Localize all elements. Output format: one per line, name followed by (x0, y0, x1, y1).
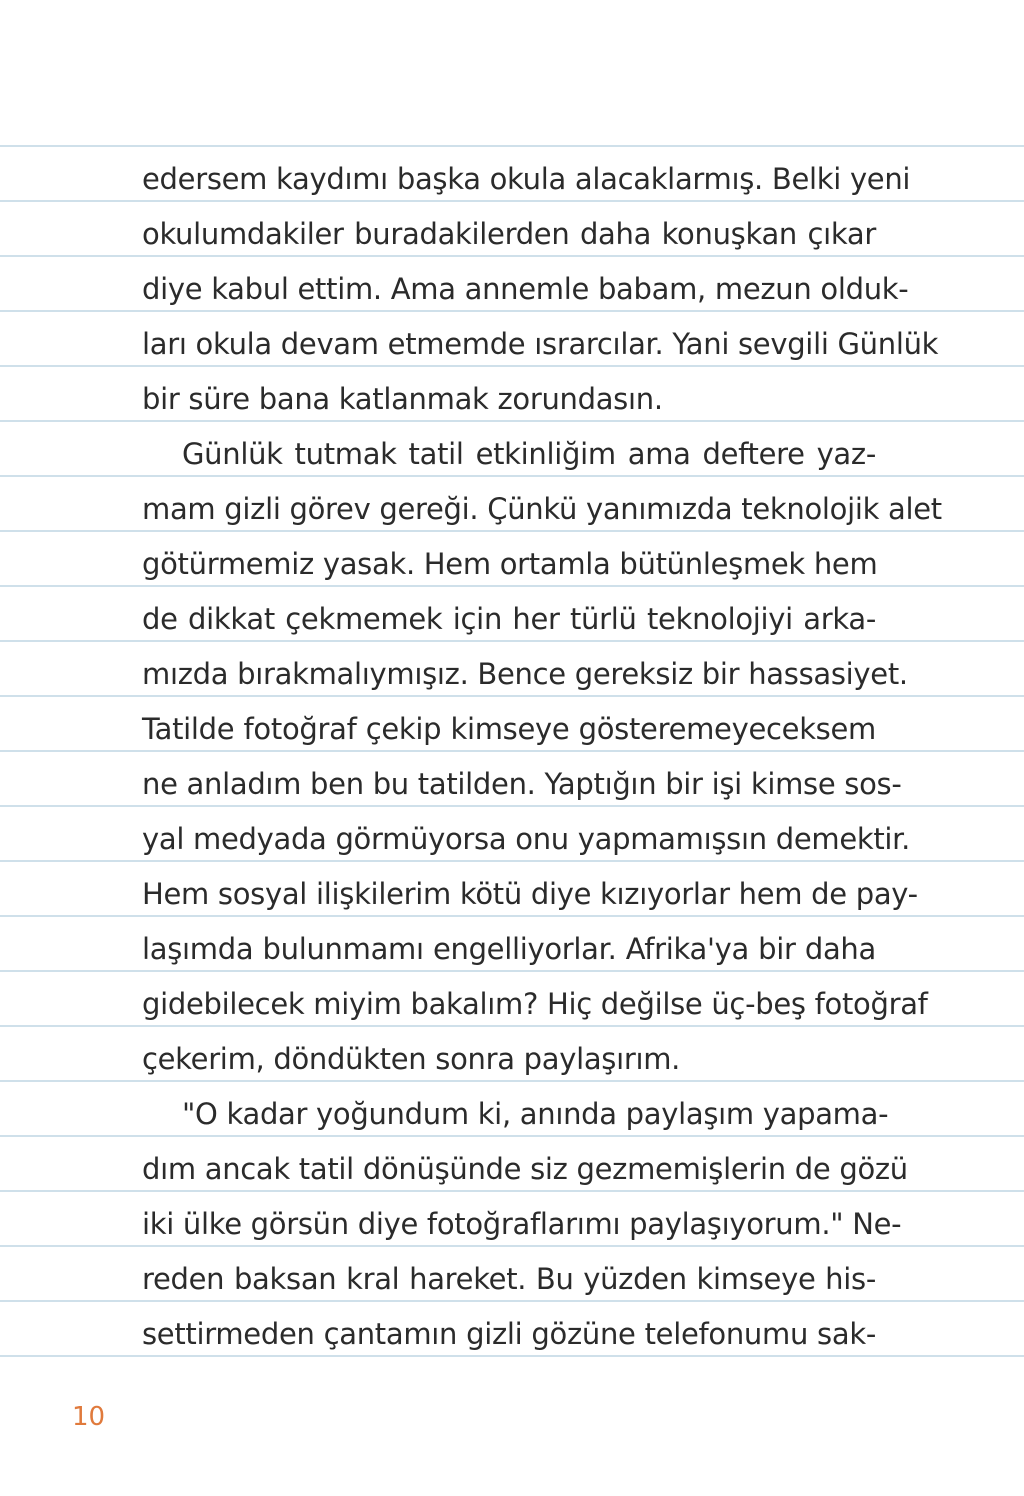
text-line: Günlük tutmak tatil etkinliğim ama deftere yaz- (182, 437, 876, 471)
text-line: Hem sosyal ilişkilerim kötü diye kızıyorlar hem de pay- (142, 877, 918, 911)
text-line: reden baksan kral hareket. Bu yüzden kimseye his- (142, 1262, 876, 1296)
text-line: yal medyada görmüyorsa onu yapmamışsın demektir. (142, 822, 911, 856)
text-line: çekerim, döndükten sonra paylaşırım. (142, 1042, 681, 1076)
text-line: mızda bırakmalıymışız. Bence gereksiz bir hassasiyet. (142, 657, 908, 691)
text-line: laşımda bulunmamı engelliyorlar. Afrika'ya bir daha (142, 932, 876, 966)
text-line: edersem kaydımı başka okula alacaklarmış. Belki yeni (142, 162, 911, 196)
text-line: "O kadar yoğundum ki, anında paylaşım yapama- (182, 1097, 889, 1131)
text-line: settirmeden çantamın gizli gözüne telefonumu sak- (142, 1317, 876, 1351)
text-line: bir süre bana katlanmak zorundasın. (142, 382, 663, 416)
text-line: iki ülke görsün diye fotoğraflarımı paylaşıyorum." Ne- (142, 1207, 902, 1241)
text-line: gidebilecek miyim bakalım? Hiç değilse üç-beş fotoğraf (142, 987, 928, 1021)
text-line: de dikkat çekmemek için her türlü teknolojiyi arka- (142, 602, 876, 636)
text-line: okulumdakiler buradakilerden daha konuşkan çıkar (142, 217, 876, 251)
text-line: diye kabul ettim. Ama annemle babam, mezun olduk- (142, 272, 909, 306)
text-line: dım ancak tatil dönüşünde siz gezmemişlerin de gözü (142, 1152, 908, 1186)
text-line: Tatilde fotoğraf çekip kimseye gösteremeyeceksem (142, 712, 876, 746)
page-number: 10 (72, 1402, 106, 1432)
text-line: mam gizli görev gereği. Çünkü yanımızda teknolojik alet (142, 492, 942, 526)
text-line: ları okula devam etmemde ısrarcılar. Yani sevgili Günlük (142, 327, 939, 361)
ruled-line (0, 145, 1024, 147)
text-line: ne anladım ben bu tatilden. Yaptığın bir işi kimse sos- (142, 767, 902, 801)
text-line: götürmemiz yasak. Hem ortamla bütünleşmek hem (142, 547, 878, 581)
